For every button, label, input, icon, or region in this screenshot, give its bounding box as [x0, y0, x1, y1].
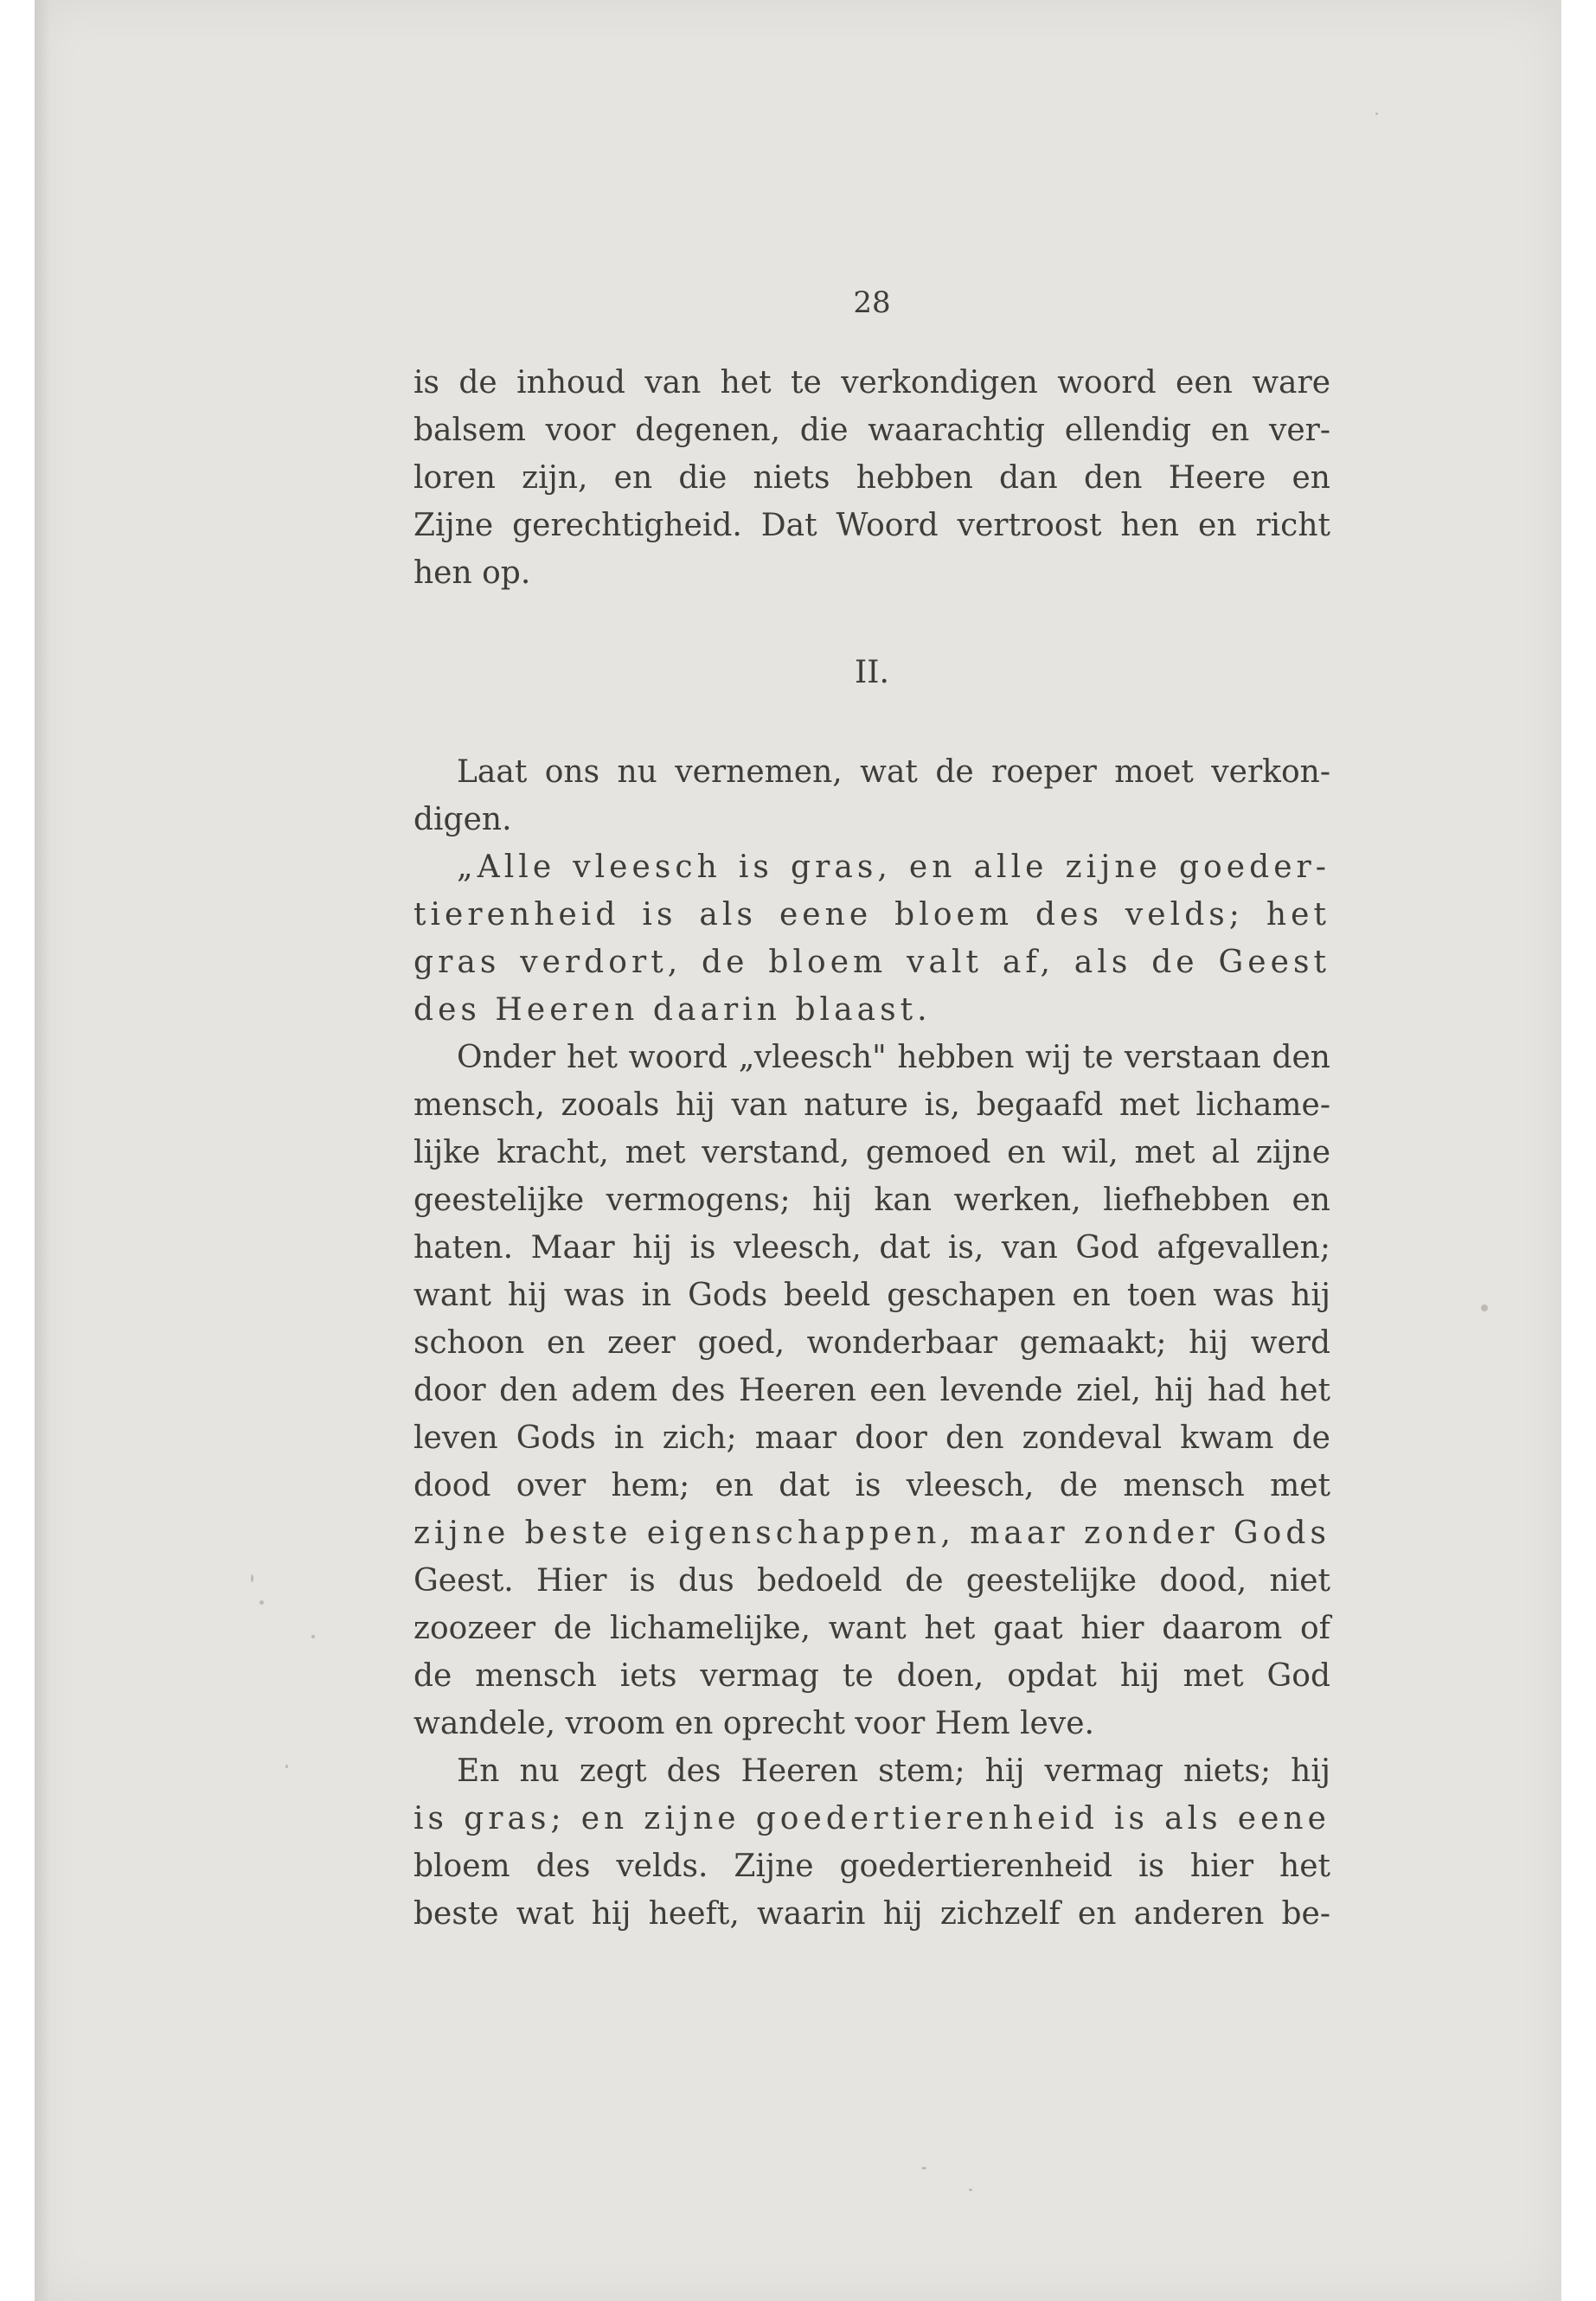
text-line: beste wat hij heeft, waarin hij zichzelf en anderen be-: [413, 1896, 1330, 1932]
dust-speck: [285, 1765, 288, 1768]
text-line: bloem des velds. Zijne goedertierenheid is hier het: [413, 1849, 1330, 1884]
dust-speck: [311, 1635, 315, 1638]
text-line: door den adem des Heeren een levende ziel, hij had het: [413, 1373, 1330, 1408]
text-line: digen.: [413, 802, 512, 837]
text-line: zijne beste eigenschappen, maar zonder Gods: [413, 1516, 1330, 1551]
text-line: Zijne gerechtigheid. Dat Woord vertroost hen en richt: [413, 508, 1330, 543]
binding-edge: [35, 0, 50, 2301]
text-line: geestelijke vermogens; hij kan werken, liefhebben en: [413, 1183, 1330, 1218]
text-line: zoozeer de lichamelijke, want het gaat hier daarom of: [413, 1611, 1330, 1646]
text-line: Geest. Hier is dus bedoeld de geestelijke dood, niet: [413, 1563, 1330, 1599]
text-line: balsem voor degenen, die waarachtig ellendig en ver-: [413, 413, 1330, 448]
text-line: mensch, zooals hij van nature is, begaafd met lichame-: [413, 1087, 1330, 1123]
quote-line: gras verdort, de bloem valt af, als de Geest: [413, 945, 1330, 980]
dust-speck: [260, 1600, 264, 1605]
text-line: Laat ons nu vernemen, wat de roeper moet verkon-: [457, 754, 1330, 790]
dust-speck: [921, 2167, 926, 2170]
text-line: want hij was in Gods beeld geschapen en toen was hij: [413, 1278, 1330, 1313]
text-line: schoon en zeer goed, wonderbaar gemaakt; hij werd: [413, 1325, 1330, 1361]
text-line: leven Gods in zich; maar door den zondeval kwam de: [413, 1420, 1330, 1456]
text-line: loren zijn, en die niets hebben dan den Heere en: [413, 460, 1330, 496]
dust-speck: [251, 1574, 253, 1582]
text-line: wandele, vroom en oprecht voor Hem leve.: [413, 1706, 1094, 1741]
text-line: hen op.: [413, 555, 531, 591]
text-line: Onder het woord „vleesch" hebben wij te verstaan den: [457, 1040, 1330, 1075]
quote-line: tierenheid is als eene bloem des velds; het: [413, 897, 1330, 933]
text-line: lijke kracht, met verstand, gemoed en wil, met al zijne: [413, 1135, 1330, 1170]
text-line: En nu zegt des Heeren stem; hij vermag niets; hij: [457, 1753, 1330, 1789]
text-line: is gras; en zijne goedertierenheid is als eene: [413, 1801, 1330, 1836]
text-line: de mensch iets vermag te doen, opdat hij met God: [413, 1658, 1330, 1694]
section-heading: II.: [855, 655, 889, 690]
text-line: haten. Maar hij is vleesch, dat is, van God afgevallen;: [413, 1230, 1330, 1266]
dust-speck: [969, 2189, 972, 2191]
dust-speck: [1375, 112, 1378, 115]
text-line: dood over hem; en dat is vleesch, de mensch met: [413, 1468, 1330, 1503]
text-line: is de inhoud van het te verkondigen woord een ware: [413, 365, 1330, 401]
quote-line: „Alle vleesch is gras, en alle zijne goeder-: [457, 849, 1330, 885]
page-number: 28: [853, 285, 891, 320]
dust-speck: [1481, 1304, 1488, 1311]
quote-line: des Heeren daarin blaast.: [413, 992, 932, 1028]
